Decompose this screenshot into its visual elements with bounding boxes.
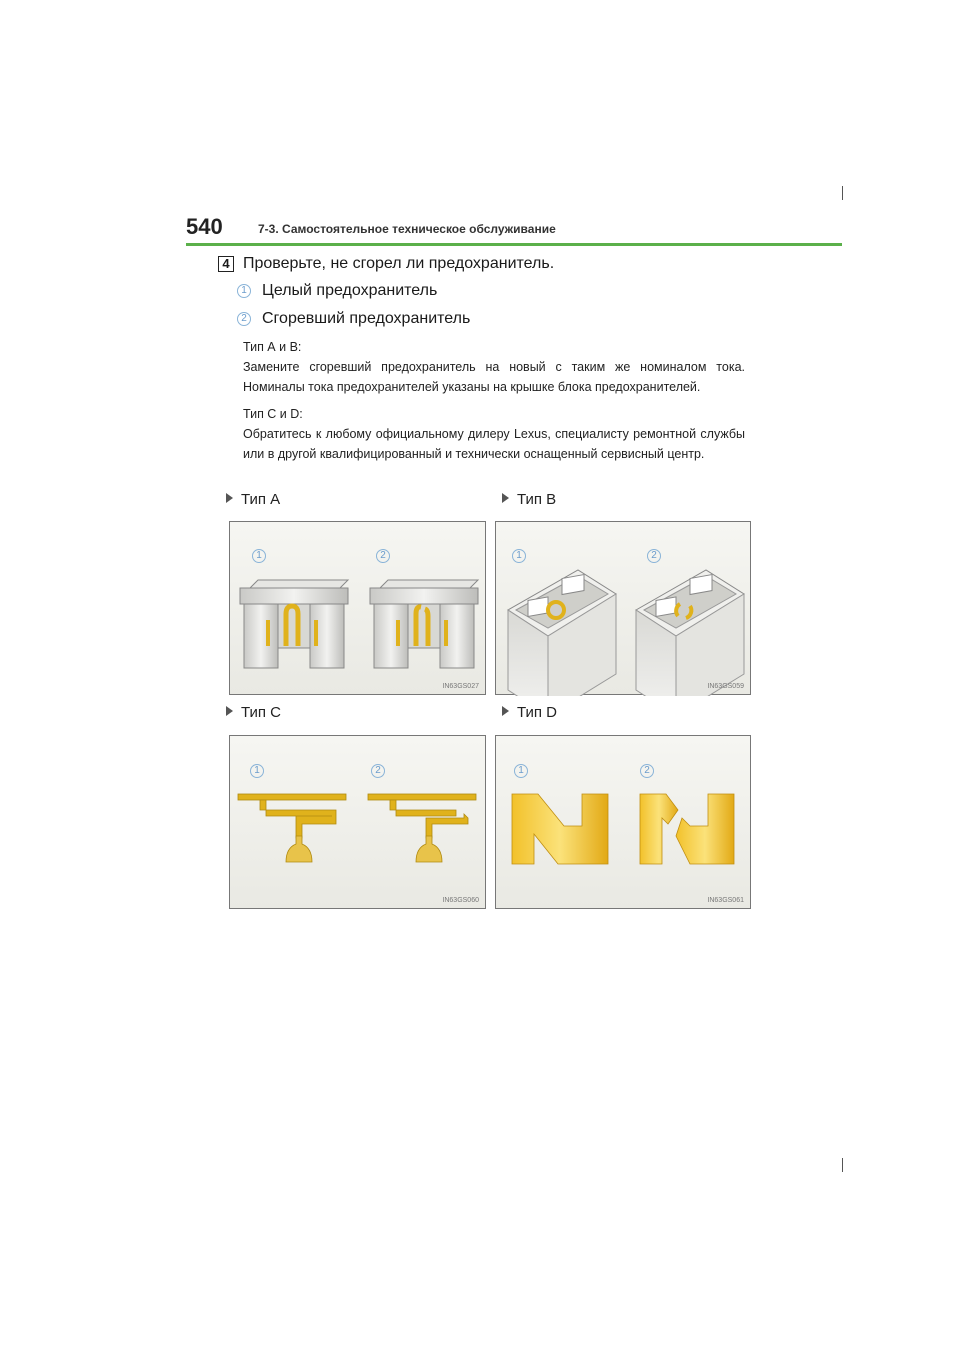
item-text-intact-fuse: Целый предохранитель <box>262 282 438 299</box>
item-text-blown-fuse: Сгоревший предохранитель <box>262 310 471 327</box>
type-c-fuse-illustration <box>230 736 487 910</box>
type-d-label: Тип D <box>502 704 557 721</box>
type-d-fuse-illustration <box>496 736 752 910</box>
figure-b-marker-2: 2 <box>647 549 661 563</box>
step-number-badge: 4 <box>218 256 234 272</box>
type-a-label: Тип А <box>226 491 280 508</box>
item-marker-1: 1 <box>237 284 251 298</box>
arrow-icon <box>226 493 233 503</box>
figure-d-marker-1: 1 <box>514 764 528 778</box>
figure-d-code: IN63GS061 <box>707 897 744 904</box>
type-b-fuse-illustration <box>496 522 752 696</box>
crop-mark-bottom <box>842 1158 843 1172</box>
arrow-icon <box>226 706 233 716</box>
figure-type-a <box>229 521 486 695</box>
page-number: 540 <box>186 214 223 239</box>
figure-b-marker-1: 1 <box>512 549 526 563</box>
section-title: 7-3. Самостоятельное техническое обслуживание <box>258 222 556 236</box>
step-instruction: Проверьте, не сгорел ли предохранитель. <box>243 255 555 272</box>
crop-mark-top <box>842 186 843 200</box>
figure-type-c <box>229 735 486 909</box>
type-b-label: Тип В <box>502 491 556 508</box>
figure-c-marker-2: 2 <box>371 764 385 778</box>
figure-type-d <box>495 735 751 909</box>
figure-a-marker-1: 1 <box>252 549 266 563</box>
note-cd-text: Обратитесь к любому официальному дилеру Lexus, специалисту ремонтной службы или в другой квалифицированный и технически оснащенный сервисный центр. <box>243 427 745 461</box>
header-rule <box>186 243 842 246</box>
figure-d-marker-2: 2 <box>640 764 654 778</box>
figure-a-marker-2: 2 <box>376 549 390 563</box>
figure-a-code: IN63GS027 <box>442 683 479 690</box>
figure-b-code: IN63GS059 <box>707 683 744 690</box>
arrow-icon <box>502 493 509 503</box>
figure-type-b <box>495 521 751 695</box>
note-cd-title: Тип С и D: <box>243 407 303 421</box>
note-ab-title: Тип А и В: <box>243 340 302 354</box>
item-marker-2: 2 <box>237 312 251 326</box>
arrow-icon <box>502 706 509 716</box>
type-c-label: Тип С <box>226 704 281 721</box>
note-ab-text: Замените сгоревший предохранитель на новый с таким же номиналом тока. Номиналы тока предохранителей указаны на крышке блока предохранителей. <box>243 360 745 394</box>
figure-c-marker-1: 1 <box>250 764 264 778</box>
figure-c-code: IN63GS060 <box>442 897 479 904</box>
type-a-fuse-illustration <box>230 522 487 696</box>
